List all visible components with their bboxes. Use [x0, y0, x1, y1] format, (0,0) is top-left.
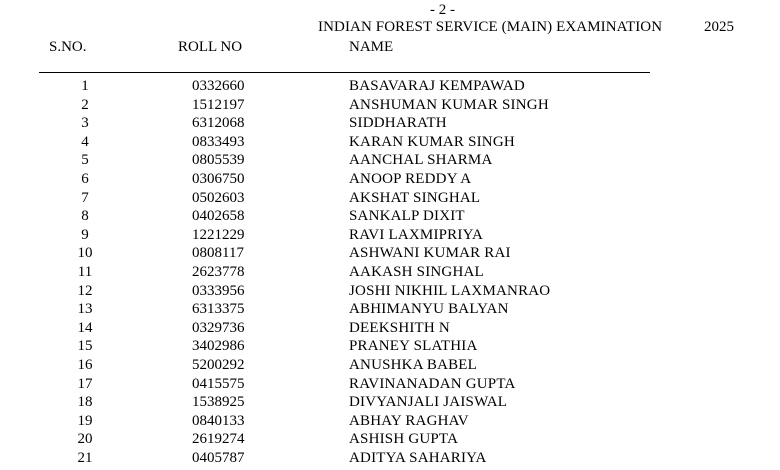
header-divider	[39, 72, 650, 73]
table-row	[0, 207, 780, 226]
row-roll-number: 0805539	[192, 152, 245, 169]
row-candidate-name: JOSHI NIKHIL LAXMANRAO	[349, 282, 551, 299]
row-serial-number: 19	[77, 412, 93, 429]
row-serial-number: 1	[81, 78, 89, 94]
table-row	[0, 244, 780, 263]
row-roll-number: 3402986	[192, 338, 245, 355]
row-candidate-name: ABHAY RAGHAV	[349, 412, 469, 429]
row-candidate-name: DIVYANJALI JAISWAL	[349, 394, 508, 411]
row-serial-number: 13	[77, 301, 93, 318]
page-number: - 2 -	[430, 2, 455, 18]
row-serial-number: 6	[81, 170, 89, 187]
row-candidate-name: ANUSHKA BABEL	[349, 356, 478, 373]
table-row	[0, 170, 780, 189]
row-roll-number: 1538925	[192, 394, 245, 411]
table-row	[0, 430, 780, 449]
row-candidate-name: AANCHAL SHARMA	[349, 152, 493, 169]
row-candidate-name: RAVI LAXMIPRIYA	[349, 226, 483, 243]
row-serial-number: 8	[81, 208, 89, 225]
row-roll-number: 0306750	[192, 170, 245, 187]
table-row	[0, 300, 780, 319]
row-candidate-name: SANKALP DIXIT	[349, 208, 465, 225]
row-roll-number: 6312068	[192, 115, 245, 132]
row-serial-number: 14	[77, 319, 93, 336]
column-header-roll-no: ROLL NO	[178, 39, 243, 55]
row-serial-number: 16	[77, 356, 93, 373]
row-serial-number: 15	[77, 338, 93, 355]
table-row	[0, 337, 780, 356]
row-candidate-name: BASAVARAJ KEMPAWAD	[349, 78, 525, 94]
row-roll-number: 0415575	[192, 375, 245, 392]
table-row	[0, 375, 780, 394]
row-candidate-name: AKSHAT SINGHAL	[349, 189, 481, 206]
row-serial-number: 20	[77, 431, 93, 448]
exam-year: 2025	[704, 19, 734, 35]
table-row	[0, 77, 780, 96]
row-candidate-name: ASHWANI KUMAR RAI	[349, 245, 511, 262]
table-row	[0, 151, 780, 170]
row-roll-number: 6313375	[192, 301, 245, 318]
row-candidate-name: ADITYA SAHARIYA	[349, 449, 487, 466]
row-roll-number: 1512197	[192, 96, 245, 113]
table-row	[0, 319, 780, 338]
row-candidate-name: RAVINANADAN GUPTA	[349, 375, 516, 392]
row-serial-number: 3	[81, 115, 89, 132]
row-serial-number: 18	[77, 394, 93, 411]
row-candidate-name: KARAN KUMAR SINGH	[349, 133, 515, 150]
row-serial-number: 12	[77, 282, 93, 299]
row-roll-number: 5200292	[192, 356, 245, 373]
row-roll-number: 2623778	[192, 263, 245, 280]
row-roll-number: 0808117	[192, 245, 244, 262]
row-serial-number: 17	[77, 375, 93, 392]
table-row	[0, 226, 780, 245]
row-roll-number: 0332660	[192, 78, 245, 94]
row-roll-number: 1221229	[192, 226, 245, 243]
row-serial-number: 2	[81, 96, 89, 113]
table-row	[0, 393, 780, 412]
table-row	[0, 412, 780, 431]
row-serial-number: 11	[77, 263, 93, 280]
table-row	[0, 282, 780, 301]
table-row	[0, 356, 780, 375]
row-roll-number: 0833493	[192, 133, 245, 150]
row-serial-number: 9	[81, 226, 89, 243]
row-serial-number: 21	[77, 449, 93, 466]
row-roll-number: 0329736	[192, 319, 245, 336]
row-candidate-name: ANOOP REDDY A	[349, 170, 472, 187]
table-row	[0, 263, 780, 282]
row-roll-number: 0333956	[192, 282, 245, 299]
results-table	[0, 77, 780, 467]
column-header-sno: S.NO.	[49, 39, 87, 55]
row-serial-number: 7	[81, 189, 89, 206]
column-header-name: NAME	[349, 39, 394, 55]
row-roll-number: 0405787	[192, 449, 245, 466]
row-candidate-name: DEEKSHITH N	[349, 319, 450, 336]
row-candidate-name: ASHISH GUPTA	[349, 431, 459, 448]
table-row	[0, 449, 780, 468]
row-roll-number: 2619274	[192, 431, 245, 448]
row-roll-number: 0840133	[192, 412, 245, 429]
row-roll-number: 0402658	[192, 208, 245, 225]
row-serial-number: 10	[77, 245, 93, 262]
row-candidate-name: ABHIMANYU BALYAN	[349, 301, 509, 318]
table-row	[0, 133, 780, 152]
row-serial-number: 5	[81, 152, 89, 169]
exam-title: INDIAN FOREST SERVICE (MAIN) EXAMINATION	[318, 19, 663, 35]
row-candidate-name: SIDDHARATH	[349, 115, 447, 132]
row-roll-number: 0502603	[192, 189, 245, 206]
row-candidate-name: PRANEY SLATHIA	[349, 338, 478, 355]
row-serial-number: 4	[81, 133, 89, 150]
table-row	[0, 189, 780, 208]
table-row	[0, 114, 780, 133]
row-candidate-name: ANSHUMAN KUMAR SINGH	[349, 96, 549, 113]
row-candidate-name: AAKASH SINGHAL	[349, 263, 484, 280]
table-row	[0, 96, 780, 115]
